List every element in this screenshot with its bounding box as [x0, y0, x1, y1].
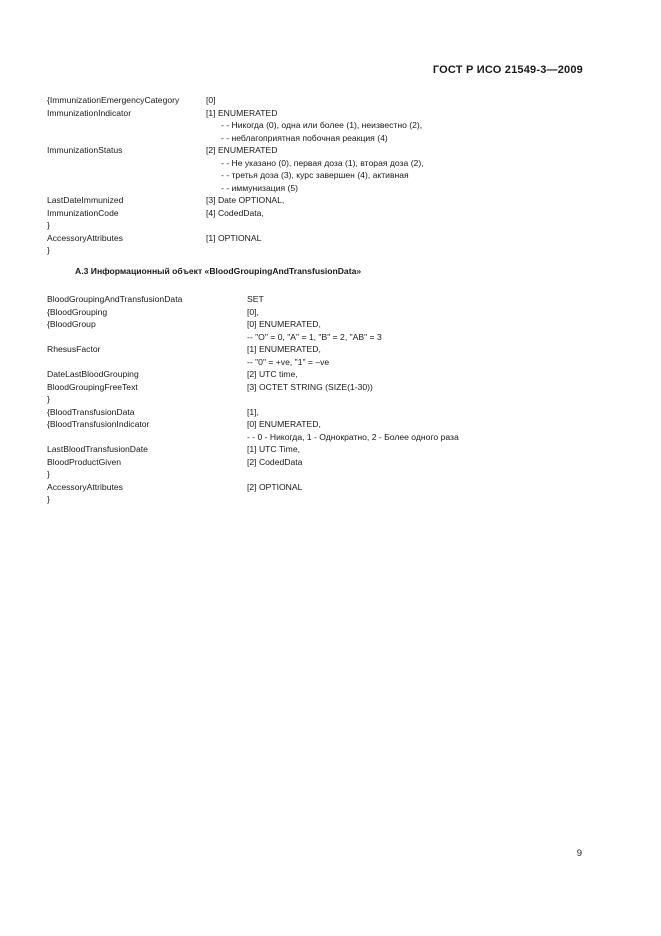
code-value: [1],: [247, 406, 259, 417]
document-code-header: ГОСТ Р ИСО 21549-3—2009: [432, 64, 583, 76]
code-identifier: BloodGroupingFreeText: [47, 381, 138, 392]
code-comment: - - третья доза (3), курс завершен (4), активная: [221, 170, 409, 180]
code-identifier: LastBloodTransfusionDate: [47, 444, 148, 454]
code-value: [0],: [247, 306, 259, 317]
code-comment: - - Не указано (0), первая доза (1), вторая доза (2),: [221, 157, 424, 168]
code-identifier: BloodProductGiven: [47, 456, 122, 467]
code-identifier: {BloodGroup: [47, 319, 96, 329]
code-value: [2] OPTIONAL: [247, 481, 303, 492]
code-comment: -- "0" = +ve, "1" = –ve: [247, 356, 330, 367]
code-value: [0]: [206, 95, 216, 105]
code-value: [1] OPTIONAL: [206, 232, 262, 243]
code-identifier: BloodGroupingAndTransfusionData: [47, 294, 183, 304]
code-value: [2] CodedData: [247, 456, 303, 467]
code-brace: }: [47, 394, 50, 404]
code-value: [1] UTC Time,: [247, 444, 301, 454]
code-value: [0] ENUMERATED,: [247, 419, 321, 429]
code-identifier: AccessoryAttributes: [47, 481, 123, 492]
code-identifier: {BloodGrouping: [47, 306, 108, 317]
code-brace: }: [47, 220, 50, 230]
code-value: [0] ENUMERATED,: [247, 319, 321, 329]
code-value: [2] UTC time,: [247, 369, 298, 379]
code-comment: - - 0 - Никогда, 1 - Однократно, 2 - Более одного раза: [247, 431, 459, 442]
code-value: SET: [247, 294, 264, 304]
code-brace: }: [47, 494, 50, 504]
code-brace: }: [47, 245, 50, 255]
code-identifier: AccessoryAttributes: [47, 232, 123, 243]
code-comment: -- "O" = 0, "A" = 1, "B" = 2, "AB" = 3: [247, 331, 382, 342]
code-identifier: {ImmunizationEmergencyCategory: [47, 95, 180, 105]
code-brace: }: [47, 469, 50, 479]
code-value: [1] ENUMERATED: [206, 107, 278, 118]
code-comment: - - иммунизация (5): [221, 182, 299, 193]
page-number: 9: [576, 848, 582, 859]
code-comment: - - Никогда (0), одна или более (1), неизвестно (2),: [221, 120, 423, 130]
code-value: [1] ENUMERATED,: [247, 344, 321, 354]
code-identifier: ImmunizationCode: [47, 207, 119, 218]
code-identifier: ImmunizationStatus: [47, 145, 123, 155]
code-identifier: LastDateImmunized: [47, 195, 124, 205]
code-comment: - - неблагоприятная побочная реакция (4): [221, 132, 388, 143]
code-identifier: {BloodTransfusionIndicator: [47, 419, 150, 429]
code-identifier: ImmunizationIndicator: [47, 107, 132, 118]
code-value: [3] OCTET STRING (SIZE(1-30)): [247, 381, 373, 392]
code-identifier: RhesusFactor: [47, 344, 101, 354]
code-value: [2] ENUMERATED: [206, 145, 278, 155]
code-value: [4] CodedData,: [206, 207, 264, 218]
code-value: [3] Date OPTIONAL,: [206, 195, 285, 205]
code-identifier: {BloodTransfusionData: [47, 406, 135, 417]
code-identifier: DateLastBloodGrouping: [47, 369, 139, 379]
section-heading: А.3 Информационный объект «BloodGroupingAndTransfusionData»: [75, 266, 362, 276]
